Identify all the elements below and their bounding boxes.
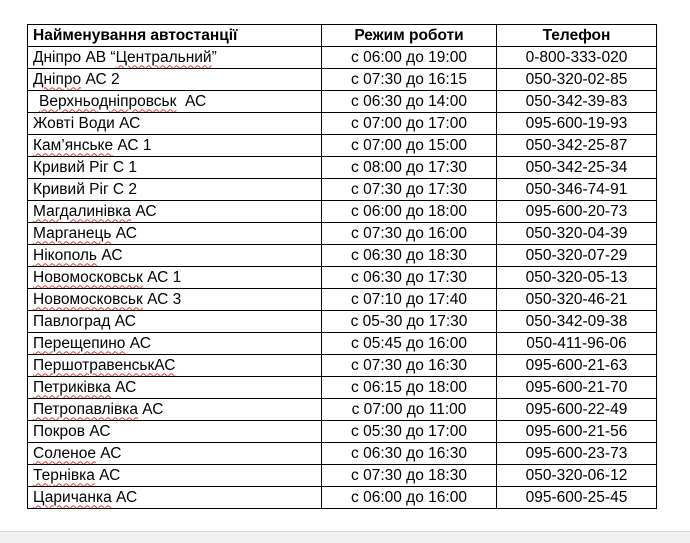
working-hours-cell: с 07:00 до 17:00 (322, 113, 497, 135)
station-name-marked: Соленое (33, 444, 96, 462)
phone-cell: 050-411-96-06 (497, 333, 657, 355)
station-name-cell (28, 421, 322, 443)
station-name-text: АС (131, 202, 157, 220)
station-name-marked: Марганець (33, 224, 112, 242)
station-name-cell (28, 289, 322, 311)
station-name-cell (28, 157, 322, 179)
phone-cell: 050-342-39-83 (497, 91, 657, 113)
header-working-hours: Режим роботи (322, 25, 497, 47)
table-row (28, 245, 657, 267)
page-bottom-edge (0, 531, 690, 543)
working-hours-cell: с 06:00 до 18:00 (322, 201, 497, 223)
phone-cell: 050-320-05-13 (497, 267, 657, 289)
station-name-cell (28, 333, 322, 355)
station-name-text: АС 1 (113, 136, 152, 154)
table-row (28, 465, 657, 487)
working-hours-cell: с 07:30 до 17:30 (322, 179, 497, 201)
table-row (28, 91, 657, 113)
working-hours-cell: с 07:30 до 16:00 (322, 223, 497, 245)
table-row (28, 201, 657, 223)
table-row (28, 113, 657, 135)
table-row (28, 289, 657, 311)
station-name-cell (28, 355, 322, 377)
phone-cell: 095-600-20-73 (497, 201, 657, 223)
station-name-text: Кривий Ріг С 2 (33, 180, 138, 198)
station-name-cell (28, 443, 322, 465)
station-name-text: АС (176, 92, 207, 110)
station-name-text: Павлоград АС (33, 312, 136, 330)
working-hours-cell: с 05:45 до 16:00 (322, 333, 497, 355)
station-name-cell (28, 377, 322, 399)
table-body (28, 47, 657, 509)
table-row (28, 333, 657, 355)
phone-cell: 0-800-333-020 (497, 47, 657, 69)
phone-cell: 050-320-46-21 (497, 289, 657, 311)
station-name-marked: Кам’янське (33, 136, 114, 154)
phone-cell: 050-342-09-38 (497, 311, 657, 333)
station-name-cell (28, 487, 322, 509)
station-name-marked: ПершотравенськАС (33, 356, 176, 374)
phone-cell: 095-600-22-49 (497, 399, 657, 421)
station-name-text: АС 3 (142, 290, 182, 308)
working-hours-cell: с 06:00 до 16:00 (322, 487, 497, 509)
station-name-marked: Царичанка (33, 488, 112, 506)
station-name-cell (28, 91, 322, 113)
phone-cell: 050-320-06-12 (497, 465, 657, 487)
table-row (28, 355, 657, 377)
header-station-name: Найменування автостанції (28, 25, 322, 47)
station-name-cell (28, 47, 322, 69)
working-hours-cell: с 06:30 до 18:30 (322, 245, 497, 267)
station-name-text: АС 2 (81, 70, 120, 88)
table-row (28, 487, 657, 509)
station-name-marked: Дніпро (33, 70, 82, 88)
station-name-cell (28, 113, 322, 135)
phone-cell: 050-320-04-39 (497, 223, 657, 245)
header-phone: Телефон (497, 25, 657, 47)
station-name-cell (28, 465, 322, 487)
working-hours-cell: с 05:30 до 17:00 (322, 421, 497, 443)
station-name-text: Покров АС (33, 422, 111, 440)
station-name-marked: Центральний (115, 48, 212, 66)
station-name-cell (28, 201, 322, 223)
table-row (28, 157, 657, 179)
station-name-text: АС (111, 224, 137, 242)
phone-cell: 050-342-25-87 (497, 135, 657, 157)
phone-cell: 095-600-21-56 (497, 421, 657, 443)
station-name-text: АС (125, 334, 151, 352)
station-name-text: АС (95, 444, 122, 462)
table-row (28, 223, 657, 245)
working-hours-cell: с 07:30 до 16:30 (322, 355, 497, 377)
station-name-marked: Верхньодніпровськ (39, 92, 177, 110)
station-name-cell (28, 135, 322, 157)
working-hours-cell: с 07:00 до 15:00 (322, 135, 497, 157)
working-hours-cell: с 06:00 до 19:00 (322, 47, 497, 69)
station-name-marked: Магдалинівка (33, 202, 132, 220)
working-hours-cell: с 06:30 до 17:30 (322, 267, 497, 289)
working-hours-cell: с 05-30 до 17:30 (322, 311, 497, 333)
phone-cell: 050-346-74-91 (497, 179, 657, 201)
working-hours-cell: с 08:00 до 17:30 (322, 157, 497, 179)
bus-station-schedule-table (27, 24, 657, 509)
station-name-cell (28, 223, 322, 245)
table-row (28, 135, 657, 157)
phone-cell: 050-320-07-29 (497, 245, 657, 267)
station-name-cell (28, 245, 322, 267)
station-name-cell (28, 267, 322, 289)
station-name-text: АС (137, 400, 164, 418)
station-name-marked: Новомосковськ (33, 268, 143, 286)
station-name-marked: Перещепино (33, 334, 126, 352)
station-name-text: Жовті Води АС (33, 114, 141, 132)
table-row (28, 421, 657, 443)
working-hours-cell: с 07:00 до 11:00 (322, 399, 497, 421)
station-name-text: АС (97, 246, 123, 264)
station-name-text: АС (110, 378, 137, 396)
working-hours-cell: с 07:30 до 16:15 (322, 69, 497, 91)
working-hours-cell: с 06:15 до 18:00 (322, 377, 497, 399)
table-row (28, 377, 657, 399)
station-name-cell (28, 399, 322, 421)
station-name-cell (28, 179, 322, 201)
phone-cell: 095-600-23-73 (497, 443, 657, 465)
phone-cell: 095-600-25-45 (497, 487, 657, 509)
table-header-row (28, 25, 657, 47)
phone-cell: 095-600-21-63 (497, 355, 657, 377)
station-name-text: АС 1 (142, 268, 182, 286)
phone-cell: 050-342-25-34 (497, 157, 657, 179)
table-row (28, 179, 657, 201)
station-name-marked: Петриківка (33, 378, 111, 396)
station-name-marked: Петропавлівка (33, 400, 138, 418)
table-row (28, 443, 657, 465)
working-hours-cell: с 06:30 до 14:00 (322, 91, 497, 113)
table-row (28, 399, 657, 421)
phone-cell: 050-320-02-85 (497, 69, 657, 91)
working-hours-cell: с 06:30 до 16:30 (322, 443, 497, 465)
table-row (28, 267, 657, 289)
phone-cell: 095-600-19-93 (497, 113, 657, 135)
table-row (28, 69, 657, 91)
station-name-text: Кривий Ріг С 1 (33, 158, 138, 176)
station-name-marked: Новомосковськ (33, 290, 143, 308)
phone-cell: 095-600-21-70 (497, 377, 657, 399)
table-row (28, 47, 657, 69)
working-hours-cell: с 07:10 до 17:40 (322, 289, 497, 311)
station-name-marked: Нікополь (33, 246, 98, 264)
station-name-text: АС (111, 488, 138, 506)
working-hours-cell: с 07:30 до 18:30 (322, 465, 497, 487)
station-name-text: Дніпро АВ “ (33, 48, 116, 66)
station-name-marked: Тернівка (33, 466, 95, 484)
station-name-cell (28, 69, 322, 91)
station-name-text: ” (211, 48, 217, 66)
table-row (28, 311, 657, 333)
station-name-cell (28, 311, 322, 333)
station-name-text: АС (94, 466, 121, 484)
